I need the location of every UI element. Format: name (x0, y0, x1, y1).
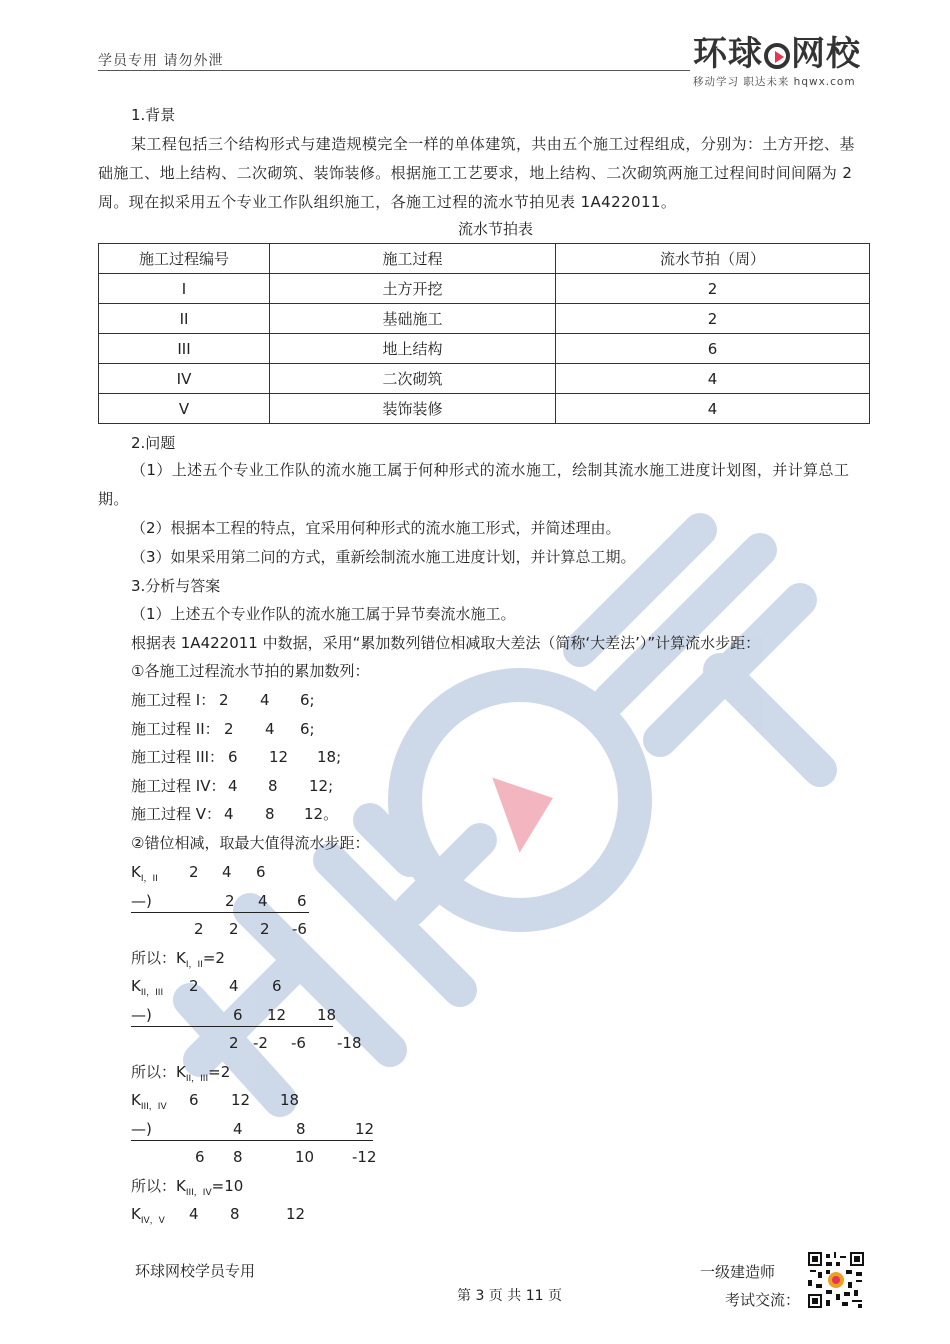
sequence-value: 6 (228, 748, 238, 766)
minus-sign: —) (131, 891, 152, 910)
step-result (131, 1062, 230, 1089)
shifted-value: 4 (233, 1119, 243, 1138)
k-subscript: IV，V (140, 1216, 165, 1226)
step-2: ②错位相减，取最大值得流水步距： (131, 834, 370, 852)
accumulated-value: 12 (231, 1091, 251, 1109)
accumulated-value: 2 (189, 863, 199, 881)
table-header-cell: 流水节拍（周） (556, 244, 870, 274)
table-row (99, 304, 870, 334)
shifted-value: 4 (258, 891, 268, 910)
difference-value: 6 (195, 1148, 205, 1166)
table-header-cell: 施工过程编号 (99, 244, 270, 274)
sequence-value: 4 (260, 691, 270, 709)
table-cell: V (99, 394, 270, 424)
sequence-value: 8 (268, 776, 278, 795)
step-result (131, 948, 225, 975)
k-letter: K (131, 863, 141, 881)
sequence-value: 4 (228, 776, 238, 795)
k-letter: K (131, 1091, 141, 1109)
table-cell: 6 (556, 334, 870, 364)
shifted-value: 6 (297, 891, 307, 910)
table-cell: 二次砌筑 (270, 364, 556, 394)
sequence-label: 施工过程 III： (131, 748, 225, 766)
table-row (99, 364, 870, 394)
result-subscript: III，IV (185, 1187, 212, 1198)
table-cell: III (99, 334, 270, 364)
k-letter: K (131, 1205, 141, 1223)
difference-value: -18 (337, 1034, 362, 1052)
k-label (131, 1090, 167, 1117)
difference-value: -12 (352, 1148, 377, 1166)
shifted-value: 2 (225, 891, 235, 910)
accumulated-value: 4 (229, 977, 239, 995)
result-value: =10 (211, 1176, 244, 1195)
accumulated-value: 12 (286, 1205, 306, 1223)
difference-value: 2 (260, 920, 270, 938)
table-cell: I (99, 274, 270, 304)
difference-value: -6 (291, 1034, 306, 1052)
table-row (99, 334, 870, 364)
subtraction-line (131, 1140, 373, 1141)
accumulated-value: 8 (230, 1205, 240, 1223)
play-logo-icon (764, 43, 790, 69)
sequence-value: 2 (224, 719, 234, 738)
difference-value: 2 (229, 1034, 239, 1052)
subtraction-line (131, 1026, 333, 1027)
result-prefix: 所以：K (131, 1176, 186, 1195)
sequence-value: 4 (224, 805, 234, 823)
k-letter: K (131, 977, 141, 995)
section-title-answers: 3.分析与答案 (131, 577, 221, 595)
section-title-questions: 2.问题 (131, 434, 176, 452)
minus-sign: —) (131, 1119, 152, 1138)
sequence-value: 2 (219, 691, 229, 709)
flow-table (98, 243, 870, 424)
accumulated-value: 4 (222, 863, 232, 881)
result-value: =2 (208, 1062, 231, 1081)
sequence-value: 8 (265, 805, 275, 823)
k-label (131, 1204, 165, 1231)
logo-text-a: 环球 (693, 34, 763, 74)
difference-value: -6 (292, 920, 307, 938)
subtraction-line (131, 912, 309, 913)
table-header-cell: 施工过程 (270, 244, 556, 274)
accumulated-value: 6 (272, 977, 282, 995)
footer-left: 环球网校学员专用 (135, 1262, 256, 1280)
table-cell: 2 (556, 304, 870, 334)
sequence-value: 6; (300, 691, 315, 709)
table-cell: II (99, 304, 270, 334)
sequence-label: 施工过程 I： (131, 691, 216, 709)
logo-text-b: 网校 (791, 34, 861, 74)
accumulated-value: 18 (280, 1091, 300, 1109)
footer-exchange: 考试交流： (725, 1291, 801, 1309)
result-prefix: 所以：K (131, 948, 186, 967)
table-cell: 基础施工 (270, 304, 556, 334)
shifted-value: 18 (317, 1005, 337, 1024)
result-subscript: II，III (185, 1073, 209, 1084)
sequence-value: 12。 (304, 805, 339, 823)
k-subscript: I，II (140, 874, 158, 884)
table-row (99, 274, 870, 304)
difference-value: -2 (253, 1034, 268, 1052)
sequence-value: 12 (269, 748, 289, 766)
table-cell: IV (99, 364, 270, 394)
sequence-label: 施工过程 IV： (131, 776, 226, 795)
question-1: （1）上述五个专业工作队的流水施工属于何种形式的流水施工，绘制其流水施工进度计划图，并计算总工期。 (98, 461, 850, 508)
table-cell: 4 (556, 364, 870, 394)
sequence-value: 6; (300, 719, 315, 738)
qr-code-icon (808, 1252, 864, 1308)
sequence-value: 4 (265, 719, 275, 738)
accumulated-value: 2 (189, 977, 199, 995)
table-cell: 2 (556, 274, 870, 304)
sequence-label: 施工过程 V： (131, 805, 222, 823)
answer-1: （1）上述五个专业作队的流水施工属于异节奏流水施工。 (131, 605, 516, 623)
difference-value: 10 (295, 1148, 315, 1166)
minus-sign: —) (131, 1005, 152, 1024)
table-row (99, 394, 870, 424)
confidential-notice: 学员专用 请勿外泄 (98, 53, 224, 69)
k-subscript: III，IV (140, 1102, 167, 1112)
footer-cert: 一级建造师 (700, 1263, 776, 1281)
sequence-value: 18; (317, 748, 342, 766)
sequence-value: 12; (309, 776, 334, 795)
step-result (131, 1176, 243, 1203)
question-3: （3）如果采用第二问的方式，重新绘制流水施工进度计划，并计算总工期。 (131, 548, 636, 566)
k-label (131, 976, 163, 1003)
method-description: 根据表 1A422011 中数据，采用“累加数列错位相减取大差法（简称‘大差法’）”计算流水步距： (131, 634, 761, 652)
logo-tagline: 移动学习 职达未来 hqwx.com (693, 76, 856, 88)
shifted-value: 12 (355, 1119, 375, 1138)
shifted-value: 8 (296, 1119, 306, 1138)
table-cell: 装饰装修 (270, 394, 556, 424)
table-cell: 4 (556, 394, 870, 424)
section-title-background: 1.背景 (131, 106, 176, 124)
brand-logo (693, 26, 861, 75)
accumulated-value: 6 (256, 863, 266, 881)
page-number: 第 3 页 共 11 页 (457, 1288, 562, 1304)
table-header-row (99, 244, 870, 274)
table-cell: 地上结构 (270, 334, 556, 364)
k-label (131, 862, 158, 889)
result-value: =2 (202, 948, 225, 967)
difference-value: 8 (233, 1148, 243, 1166)
shifted-value: 12 (267, 1005, 287, 1024)
accumulated-value: 4 (189, 1205, 199, 1223)
shifted-value: 6 (233, 1005, 243, 1024)
difference-value: 2 (194, 920, 204, 938)
accumulated-value: 6 (189, 1091, 199, 1109)
sequence-label: 施工过程 II： (131, 719, 220, 738)
result-prefix: 所以：K (131, 1062, 186, 1081)
k-subscript: II，III (140, 988, 164, 998)
result-subscript: I，II (185, 959, 203, 970)
table-cell: 土方开挖 (270, 274, 556, 304)
difference-value: 2 (229, 920, 239, 938)
background-paragraph: 某工程包括三个结构形式与建造规模完全一样的单体建筑，共由五个施工过程组成，分别为：土方开挖、基础施工、地上结构、二次砌筑、装饰装修。根据施工工艺要求，地上结构、二次砌筑两施工过程间时间间隔为 2 周。现在拟采用五个专业工作队组织施工，各施工过程的流水节拍见表 1A422011。 (98, 135, 855, 211)
table-caption: 流水节拍表 (458, 220, 534, 238)
header-divider (98, 70, 690, 71)
step-1: ①各施工过程流水节拍的累加数列： (131, 662, 370, 680)
question-2: （2）根据本工程的特点，宜采用何种形式的流水施工形式，并简述理由。 (131, 519, 621, 537)
